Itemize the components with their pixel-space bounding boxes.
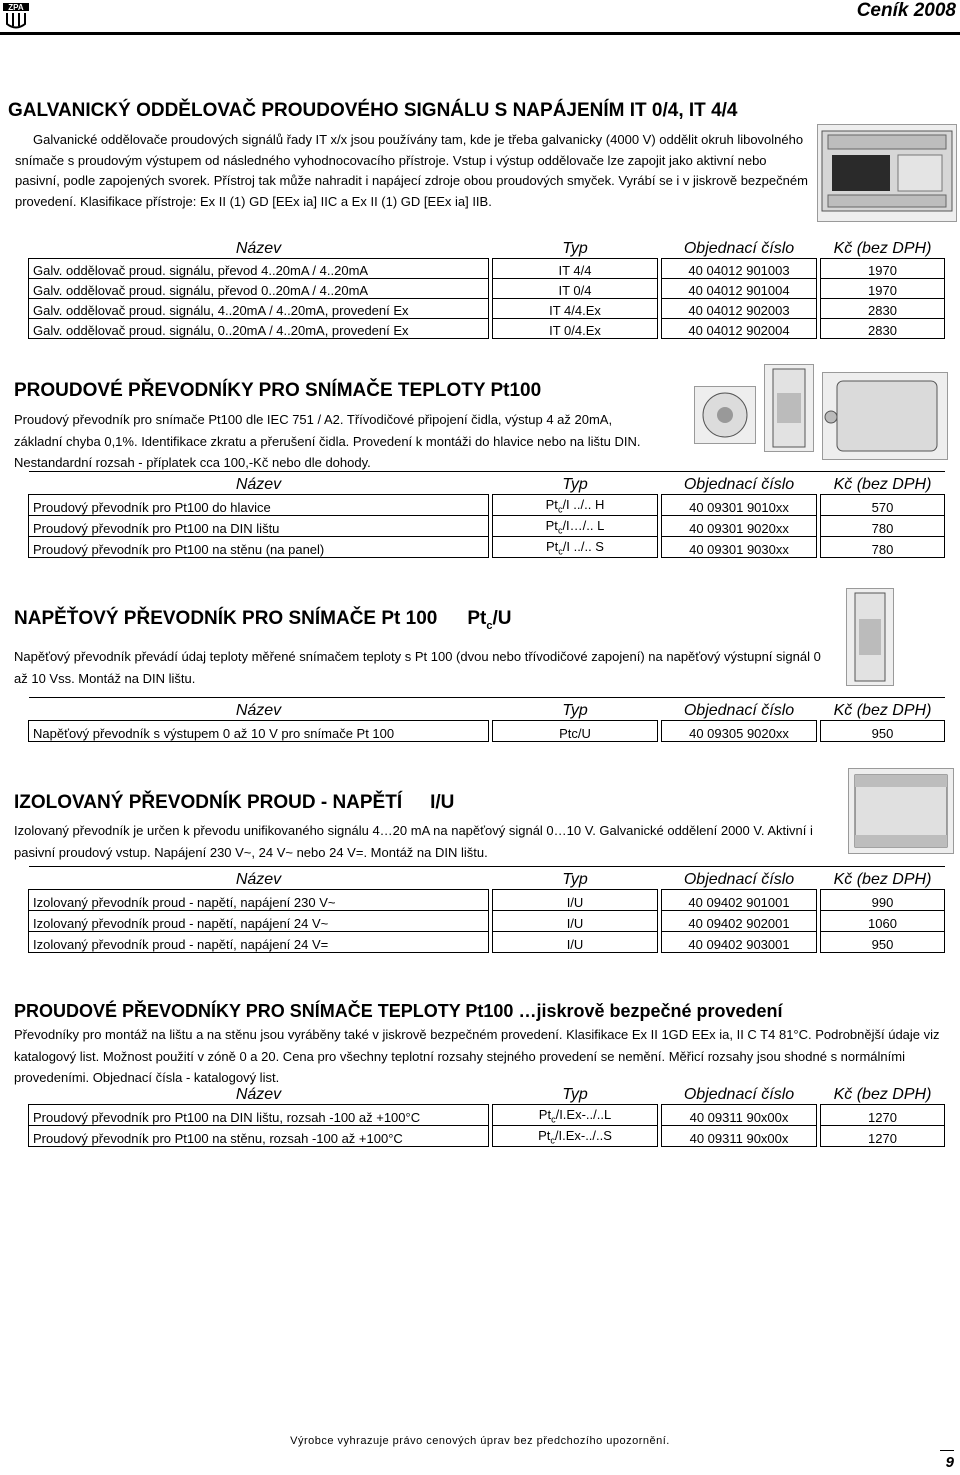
product-image-voltage-transmitter bbox=[846, 588, 894, 686]
footer-note: Výrobce vyhrazuje právo cenových úprav bez předchozího upozornění. bbox=[290, 1435, 670, 1447]
section-title-voltage-transmitter: NAPĚŤOVÝ PŘEVODNÍK PRO SNÍMAČE Pt 100 $Pt_c/U$ bbox=[14, 608, 512, 632]
section-title-galvanic-isolator: GALVANICKÝ ODDĚLOVAČ PROUDOVÉHO SIGNÁLU S NAPÁJENÍM IT 0/4, IT 4/4 bbox=[8, 100, 738, 121]
column-header-price: Kč (bez DPH) bbox=[821, 472, 945, 495]
table-row: Galv. oddělovač proud. signálu, převod 0..20mA / 4..20mA IT 0/4 40 04012 901004 1970 bbox=[29, 279, 945, 299]
table-row: Izolovaný převodník proud - napětí, napájení 230 V~ I/U 40 09402 901001 990 bbox=[29, 890, 945, 911]
column-header-type: Typ bbox=[493, 472, 658, 495]
price-table-voltage-transmitter bbox=[28, 697, 945, 742]
table-row: Galv. oddělovač proud. signálu, 0..20mA / 4..20mA, provedení Ex IT 0/4.Ex 40 04012 902004 2830 bbox=[29, 319, 945, 339]
column-header-name: Název bbox=[29, 472, 489, 495]
table-row: Galv. oddělovač proud. signálu, převod 4..20mA / 4..20mA IT 4/4 40 04012 901003 1970 bbox=[29, 259, 945, 279]
table-row: Napěťový převodník s výstupem 0 až 10 V pro snímače Pt 100 Ptc/U 40 09305 9020xx 950 bbox=[29, 721, 945, 742]
column-header-name: Název bbox=[235, 240, 282, 257]
page-number-rule bbox=[940, 1450, 954, 1451]
column-header-order: Objednací číslo bbox=[683, 1086, 795, 1103]
table-row: Proudový převodník pro Pt100 na stěnu (na panel) $Pt_c/I$ ../.. S 40 09301 9030xx 780 bbox=[29, 537, 945, 558]
product-image-it-isolator bbox=[817, 124, 957, 222]
section-title-isolated-transmitter: IZOLOVANÝ PŘEVODNÍK PROUD - NAPĚTÍ I/U bbox=[14, 792, 455, 813]
column-header-price: Kč (bez DPH) bbox=[821, 867, 945, 890]
column-header-type: Typ bbox=[493, 698, 658, 721]
column-header-name: Název bbox=[29, 698, 489, 721]
section-title-pt100-ex: PROUDOVÉ PŘEVODNÍKY PRO SNÍMAČE TEPLOTY Pt100 …jiskrově bezpečné provedení bbox=[14, 1001, 783, 1021]
column-header-order: Objednací číslo bbox=[662, 472, 817, 495]
section-title-pt100-current: PROUDOVÉ PŘEVODNÍKY PRO SNÍMAČE TEPLOTY Pt100 bbox=[14, 380, 542, 401]
column-header-type: Typ bbox=[562, 1086, 588, 1103]
table-row: Proudový převodník pro Pt100 na DIN lištu $Pt_c/I\dots/$.. L 40 09301 9020xx 780 bbox=[29, 516, 945, 537]
section-description: Proudový převodník pro snímače Pt100 dle IEC 751 / A2. Třívodičové připojení čidla, výstup 4 až 20mA, základní chyba 0,1%. Identifikace zkratu a přerušení čidla. Provedení k montáži do hlavice nebo na lištu DIN. Nestandardní rozsah - příplatek cca 100,-Kč nebo dle dohody. bbox=[14, 412, 641, 470]
table-row: Galv. oddělovač proud. signálu, 4..20mA / 4..20mA, provedení Ex IT 4/4.Ex 40 04012 902003 2830 bbox=[29, 299, 945, 319]
page-number: 9 bbox=[945, 1454, 954, 1471]
column-header-order: Objednací číslo bbox=[683, 240, 795, 257]
catalog-title: Ceník 2008 bbox=[856, 0, 956, 21]
table-row: Proudový převodník pro Pt100 do hlavice $Pt_c/I$ ../.. H 40 09301 9010xx 570 bbox=[29, 495, 945, 516]
column-header-type: Typ bbox=[562, 240, 588, 257]
column-header-price: Kč (bez DPH) bbox=[821, 698, 945, 721]
price-table-pt100-ex bbox=[28, 1082, 945, 1147]
product-image-head-transmitter bbox=[694, 386, 756, 444]
product-image-din-transmitter bbox=[764, 364, 814, 452]
company-logo bbox=[2, 2, 30, 30]
table-row: Izolovaný převodník proud - napětí, napájení 24 V= I/U 40 09402 903001 950 bbox=[29, 932, 945, 953]
price-table-galvanic-isolator bbox=[28, 236, 945, 339]
section-description: Převodníky pro montáž na lištu a na stěnu jsou vyráběny také v jiskrově bezpečném provedení. Klasifikace Ex II 1GD EEx ia, II C T4 81°C. Podrobnější údaje viz katalogový list. Možnost použití v zóně 0 a 20. Cena pro všechny teplotní rozsahy stejného provedení se nemění. Měřicí rozsahy jsou shodné s normálními provedeními. Objednací čísla - katalogový list. bbox=[14, 1027, 940, 1085]
price-table-isolated-transmitter bbox=[28, 866, 945, 953]
table-row: Proudový převodník pro Pt100 na stěnu, rozsah -100 až +100°C $Pt_c/I.Ex-../..S$ 40 09311 90x00x 1270 bbox=[29, 1126, 945, 1147]
column-header-name: Název bbox=[29, 867, 489, 890]
column-header-name: Název bbox=[235, 1086, 282, 1103]
logo-text: ZPA bbox=[8, 3, 24, 12]
table-row: Izolovaný převodník proud - napětí, napájení 24 V~ I/U 40 09402 902001 1060 bbox=[29, 911, 945, 932]
table-row: Proudový převodník pro Pt100 na DIN lištu, rozsah -100 až +100°C $Pt_c/I.Ex-../..L$ 40 09311 90x00x 1270 bbox=[29, 1105, 945, 1126]
column-header-order: Objednací číslo bbox=[662, 698, 817, 721]
header-rule bbox=[0, 32, 960, 35]
section-description: Napěťový převodník převádí údaj teploty měřené snímačem teploty s Pt 100 (dvou nebo třívodičové zapojení) na napěťový výstupní signál 0 až 10 Vss. Montáž na DIN lištu. bbox=[14, 649, 821, 686]
section-description: Galvanické oddělovače proudových signálů řady IT x/x jsou používány tam, kde je třeba galvanicky (4000 V) oddělit okruh libovolného snímače s proudovým výstupem od následného vyhodnocovacího přístroje. Vstup i výstup oddělovače lze zapojit jako aktivní nebo pasivní, podle zapojených svorek. Přístroj tak může nahradit i napájecí zdroje obou proudových smyček. Vyrábí se i v jiskrově bezpečném provedení. Klasifikace přístroje: Ex II (1) GD [EEx ia] IIC a Ex II (1) GD [EEx ia] IIB. bbox=[15, 132, 808, 209]
product-image-isolated-transmitter bbox=[848, 768, 954, 854]
column-header-order: Objednací číslo bbox=[662, 867, 817, 890]
product-image-wall-transmitter bbox=[822, 372, 948, 460]
column-header-price: Kč (bez DPH) bbox=[833, 240, 932, 257]
price-table-pt100-current bbox=[28, 471, 945, 558]
column-header-type: Typ bbox=[493, 867, 658, 890]
section-description: Izolovaný převodník je určen k převodu unifikovaného signálu 4…20 mA na napěťový signál 0…10 V. Galvanické oddělení 2000 V. Aktivní i pasivní proudový vstup. Napájení 230 V~, 24 V~ nebo 24 V=. Montáž na DIN lištu. bbox=[14, 823, 813, 860]
column-header-price: Kč (bez DPH) bbox=[833, 1086, 932, 1103]
